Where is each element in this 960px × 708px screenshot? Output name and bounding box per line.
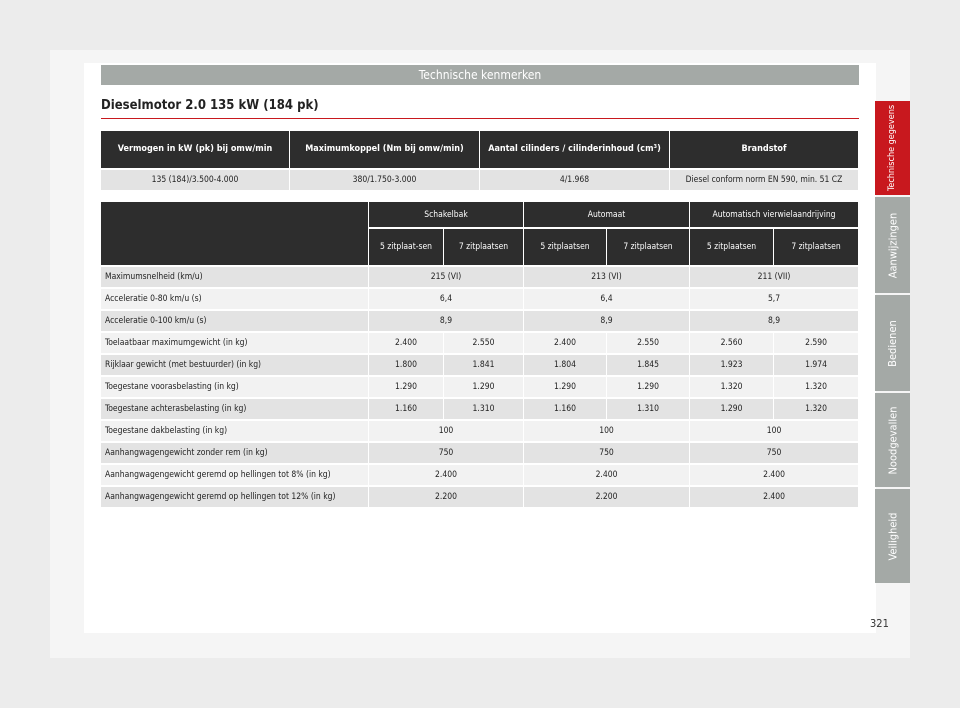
table-cell: 213 (VI) [524,267,690,289]
header-cylinders: Aantal cilinders / cilinderinhoud (cm³) [480,131,670,170]
table-row [101,399,859,421]
subheader-seats: 5 zitplaat-sen [369,229,444,267]
table-cell: 100 [690,421,859,443]
subheader-seats: 5 zitplaatsen [690,229,774,267]
row-label: Toegestane achterasbelasting (in kg) [101,399,369,421]
tab-label: Noodgevallen [886,406,900,474]
table-cell: 215 (VI) [369,267,524,289]
table-cell: 750 [690,443,859,465]
header-group-automatic: Automaat [524,202,690,229]
table-body [101,267,859,509]
row-label: Toegestane dakbelasting (in kg) [101,421,369,443]
table-cell: 8,9 [369,311,524,333]
table-cell: 1.290 [369,377,444,399]
row-label: Acceleratie 0-80 km/u (s) [101,289,369,311]
table-cell: 1.841 [444,355,524,377]
table-cell: 2.590 [774,333,859,355]
cell-fuel: Diesel conform norm EN 590, min. 51 CZ [670,170,859,192]
table-cell: 2.400 [524,333,607,355]
table-cell: 2.200 [524,487,690,509]
header-group-awd: Automatisch vierwielaandrijving [690,202,859,229]
table-cell: 1.290 [607,377,690,399]
table-cell: 2.400 [690,465,859,487]
section-title: Dieselmotor 2.0 135 kW (184 pk) [101,98,319,113]
table-cell: 211 (VII) [690,267,859,289]
row-label: Toegestane voorasbelasting (in kg) [101,377,369,399]
subheader-seats: 7 zitplaatsen [774,229,859,267]
table-cell: 1.290 [444,377,524,399]
table-row [101,443,859,465]
row-label: Acceleratie 0-100 km/u (s) [101,311,369,333]
table-cell: 2.400 [690,487,859,509]
row-label: Toelaatbaar maximumgewicht (in kg) [101,333,369,355]
subheader-seats: 5 zitplaatsen [524,229,607,267]
table-cell: 100 [524,421,690,443]
header-empty [101,202,369,267]
performance-weight-table [101,202,859,509]
table-cell: 2.200 [369,487,524,509]
table-cell: 1.845 [607,355,690,377]
table-row [101,311,859,333]
tab-bedienen[interactable] [875,295,910,391]
table-cell: 8,9 [690,311,859,333]
section-divider [101,118,859,119]
engine-spec-table [101,131,859,192]
tab-aanwijzingen[interactable] [875,197,910,293]
subheader-seats: 7 zitplaatsen [607,229,690,267]
tab-label: Aanwijzingen [886,212,900,278]
tab-noodgevallen[interactable] [875,393,910,487]
table-row [101,377,859,399]
table-cell: 1.310 [607,399,690,421]
table-cell: 100 [369,421,524,443]
cell-torque: 380/1.750-3.000 [290,170,480,192]
table-cell: 1.320 [774,399,859,421]
table-cell: 1.800 [369,355,444,377]
header-group-manual: Schakelbak [369,202,524,229]
row-label: Aanhangwagengewicht geremd op hellingen tot 8% (in kg) [101,465,369,487]
table-cell: 750 [524,443,690,465]
table-cell: 750 [369,443,524,465]
chapter-header: Technische kenmerken [101,65,859,85]
table-cell: 2.550 [607,333,690,355]
page-number: 321 [870,617,889,630]
table-cell: 6,4 [369,289,524,311]
row-label: Aanhangwagengewicht geremd op hellingen tot 12% (in kg) [101,487,369,509]
table-cell: 1.290 [524,377,607,399]
table-cell: 2.400 [524,465,690,487]
header-power: Vermogen in kW (pk) bij omw/min [101,131,290,170]
table-cell: 2.560 [690,333,774,355]
tab-veiligheid[interactable] [875,489,910,583]
subheader-seats: 7 zitplaatsen [444,229,524,267]
row-label: Rijklaar gewicht (met bestuurder) (in kg) [101,355,369,377]
table-row [101,333,859,355]
table-row [101,289,859,311]
table-cell: 6,4 [524,289,690,311]
table-cell: 2.400 [369,333,444,355]
table-cell: 1.160 [524,399,607,421]
table-cell: 1.320 [690,377,774,399]
cell-power: 135 (184)/3.500-4.000 [101,170,290,192]
header-fuel: Brandstof [670,131,859,170]
table-row [101,355,859,377]
table-cell: 2.400 [369,465,524,487]
row-label: Maximumsnelheid (km/u) [101,267,369,289]
table-row [101,465,859,487]
tab-technische-gegevens[interactable] [875,101,910,195]
cell-cylinders: 4/1.968 [480,170,670,192]
row-label: Aanhangwagengewicht zonder rem (in kg) [101,443,369,465]
table-row [101,421,859,443]
table-cell: 1.290 [690,399,774,421]
table-cell: 5,7 [690,289,859,311]
table-cell: 1.160 [369,399,444,421]
table-cell: 8,9 [524,311,690,333]
header-torque: Maximumkoppel (Nm bij omw/min) [290,131,480,170]
table-cell: 2.550 [444,333,524,355]
table-cell: 1.974 [774,355,859,377]
table-row [101,267,859,289]
tab-label: Veiligheid [886,512,899,560]
table-cell: 1.923 [690,355,774,377]
tab-label: Bedienen [886,319,899,367]
table-cell: 1.804 [524,355,607,377]
tab-label: Technische gegevens [887,104,898,192]
table-cell: 1.320 [774,377,859,399]
table-row [101,487,859,509]
table-cell: 1.310 [444,399,524,421]
